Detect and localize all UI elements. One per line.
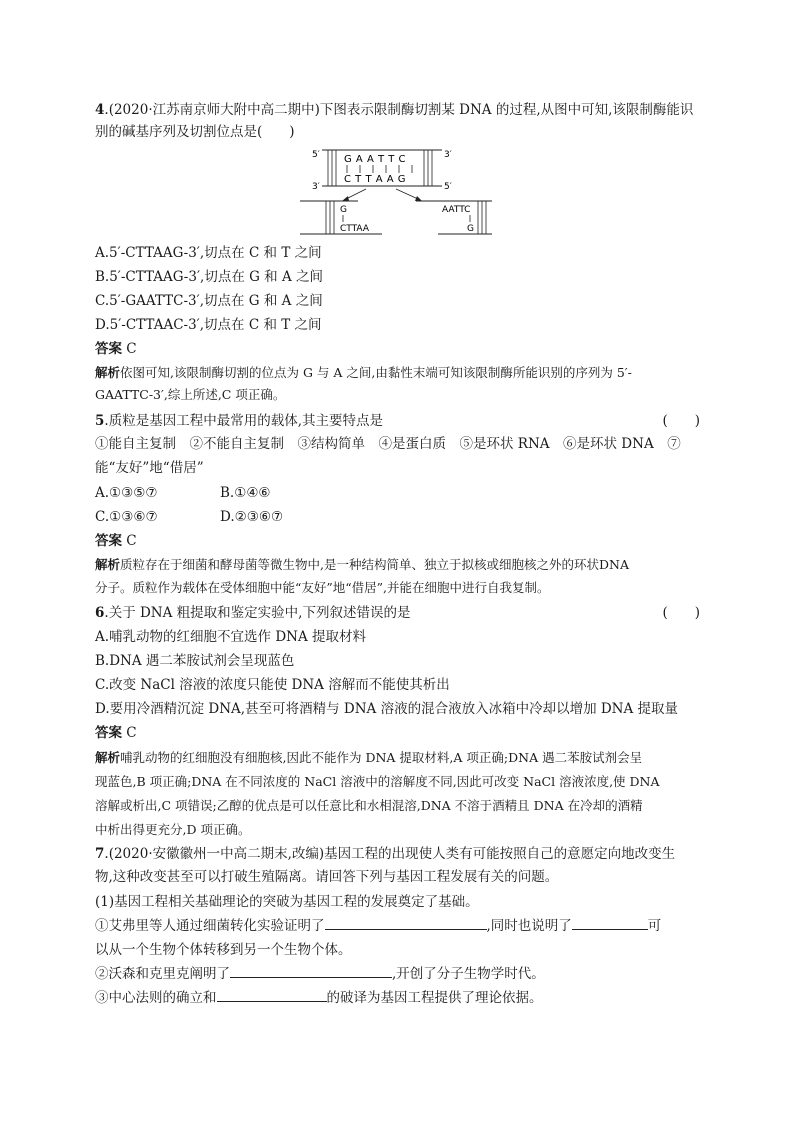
explanation-label: 解析 (95, 365, 121, 380)
answer-label: 答案 (95, 725, 122, 741)
top-strand-seq: G A A T T C (344, 154, 407, 165)
q7-sub1-b (95, 963, 700, 985)
answer-label: 答案 (95, 533, 122, 549)
q5-bracket: ( ) (662, 413, 700, 429)
explanation-text: 质粒存在于细菌和酵母菌等微生物中,是一种结构简单、独立于拟核或细胞核之外的环状DNA (120, 557, 629, 572)
q7-number: 7 (95, 846, 105, 862)
q7-sub1: (1)基因工程相关基础理论的突破为基因工程的发展奠定了基础。 (95, 894, 479, 910)
q6-option-c: C.改变 NaCl 溶液的浓度只能使 DNA 溶解而不能使其析出 (95, 677, 450, 693)
q6-option-b: B.DNA 遇二苯胺试剂会呈现蓝色 (95, 653, 295, 669)
answer-blank-1[interactable] (325, 915, 487, 930)
q5-items-line1: ①能自主复制 ②不能自主复制 ③结构简单 ④是蛋白质 ⑤是环状 RNA ⑥是环状 DNA ⑦ (95, 436, 681, 452)
left-frag-top: G (340, 205, 347, 215)
answer-value: C (126, 341, 137, 357)
answer-blank-2[interactable] (572, 915, 648, 930)
q6-option-a: A.哺乳动物的红细胞不宜选作 DNA 提取材料 (95, 629, 367, 645)
q4-stem-line1 (95, 99, 700, 121)
q4-answer (95, 338, 700, 360)
label-5-bottom: 5′ (444, 182, 452, 192)
q6-stem (95, 602, 700, 624)
q4-number: 4 (95, 102, 105, 118)
label-3-top: 3′ (444, 150, 452, 160)
q5-option-b: B.①④⑥ (220, 485, 271, 501)
q6-stem-text: .关于 DNA 粗提取和鉴定实验中,下列叙述错误的是 (104, 605, 411, 621)
q4-option-b: B.5′-CTTAAG-3′,切点在 G 和 A 之间 (95, 269, 324, 285)
q7-sub1-b-text: ②沃森和克里克阐明了 (95, 966, 230, 982)
q6-explanation-line2: 现蓝色,B 项正确;DNA 在不同浓度的 NaCl 溶液中的溶解度不同,因此可改变 NaCl 溶液浓度,使 DNA (95, 774, 660, 789)
answer-value: C (126, 725, 137, 741)
q5-option-c: C.①③⑥⑦ (95, 509, 158, 525)
q5-options-row2 (95, 506, 700, 528)
q7-stem-text: .(2020·安徽徽州一中高二期末,改编)基因工程的出现使人类有可能按照自己的意愿定向地改变生 (104, 846, 676, 862)
q7-sub1-c-post: 的破译为基因工程提供了理论依据。 (326, 990, 543, 1006)
answer-blank-3[interactable] (230, 963, 392, 978)
restriction-enzyme-diagram (298, 145, 498, 237)
q7-stem-line1 (95, 843, 700, 865)
q5-answer (95, 530, 700, 552)
q6-explanation-line4: 中析出得更充分,D 项正确。 (95, 822, 251, 837)
q5-explanation-line2: 分子。质粒作为载体在受体细胞中能“友好”地“借居”,并能在细胞中进行自我复制。 (95, 580, 550, 595)
q4-stem-text: .(2020·江苏南京师大附中高二期中)下图表示限制酶切割某 DNA 的过程,从图中可知,该限制酶能识 (104, 102, 694, 118)
right-frag-top: AATTC (442, 205, 471, 215)
q5-stem (95, 410, 700, 432)
q5-options-row1 (95, 482, 700, 504)
q7-sub1-a-post: 可 (647, 918, 662, 934)
q5-number: 5 (95, 413, 105, 429)
q4-option-d: D.5′-CTTAAC-3′,切点在 C 和 T 之间 (95, 317, 322, 333)
explanation-label: 解析 (95, 750, 121, 765)
answer-label: 答案 (95, 341, 122, 357)
explanation-text: 依图可知,该限制酶切割的位点为 G 与 A 之间,由黏性末端可知该限制酶所能识别的序列为 5′- (120, 365, 632, 380)
q6-bracket: ( ) (662, 605, 700, 621)
q4-explanation-line1 (95, 362, 700, 383)
q6-explanation-line3: 溶解或析出,C 项错误;乙醇的优点是可以任意比和水相混溶,DNA 不溶于酒精且 DNA 在冷却的酒精 (95, 798, 643, 813)
q7-sub1-a (95, 915, 700, 937)
q7-stem-line2: 物,这种改变甚至可以打破生殖隔离。请回答下列与基因工程发展有关的问题。 (95, 869, 559, 885)
left-frag-bottom: CTTAA (340, 224, 369, 234)
q7-sub1-c-text: ③中心法则的确立和 (95, 990, 217, 1006)
q6-number: 6 (95, 605, 105, 621)
answer-blank-4[interactable] (217, 987, 327, 1002)
right-frag-bottom: G (467, 224, 474, 234)
q7-sub1-a-text: ①艾弗里等人通过细菌转化实验证明了 (95, 918, 325, 934)
bottom-strand-seq: C T T A A G (344, 174, 407, 185)
q6-explanation-line1 (95, 747, 700, 768)
label-5-top: 5′ (312, 150, 320, 160)
q6-option-d: D.要用冷酒精沉淀 DNA,甚至可将酒精与 DNA 溶液的混合液放入冰箱中冷却以增加 DNA 提取量 (95, 701, 679, 717)
q5-explanation-line1 (95, 554, 700, 575)
answer-value: C (126, 533, 137, 549)
q5-items-line2: 能“友好”地“借居” (95, 460, 204, 476)
q7-sub1-a-line2: 以从一个生物个体转移到另一个生物个体。 (95, 942, 352, 958)
label-3-bottom: 3′ (312, 182, 320, 192)
q5-stem-text: .质粒是基因工程中最常用的载体,其主要特点是 (104, 413, 383, 429)
q4-option-a: A.5′-CTTAAG-3′,切点在 C 和 T 之间 (95, 245, 322, 261)
explanation-text: 哺乳动物的红细胞没有细胞核,因此不能作为 DNA 提取材料,A 项正确;DNA 遇二苯胺试剂会呈 (120, 750, 643, 765)
q4-option-c: C.5′-GAATTC-3′,切点在 G 和 A 之间 (95, 293, 323, 309)
q5-option-a: A.①③⑤⑦ (95, 485, 158, 501)
q4-stem-line2: 别的碱基序列及切割位点是( ) (95, 124, 295, 140)
explanation-label: 解析 (95, 557, 121, 572)
q5-option-d: D.②③⑥⑦ (220, 509, 284, 525)
q6-answer (95, 722, 700, 744)
q7-sub1-c (95, 987, 700, 1009)
q7-sub1-b-post: ,开创了分子生物学时代。 (392, 966, 545, 982)
q7-sub1-a-mid: ,同时也说明了 (486, 918, 572, 934)
q4-explanation-line2: GAATTC-3′,综上所述,C 项正确。 (95, 387, 286, 402)
